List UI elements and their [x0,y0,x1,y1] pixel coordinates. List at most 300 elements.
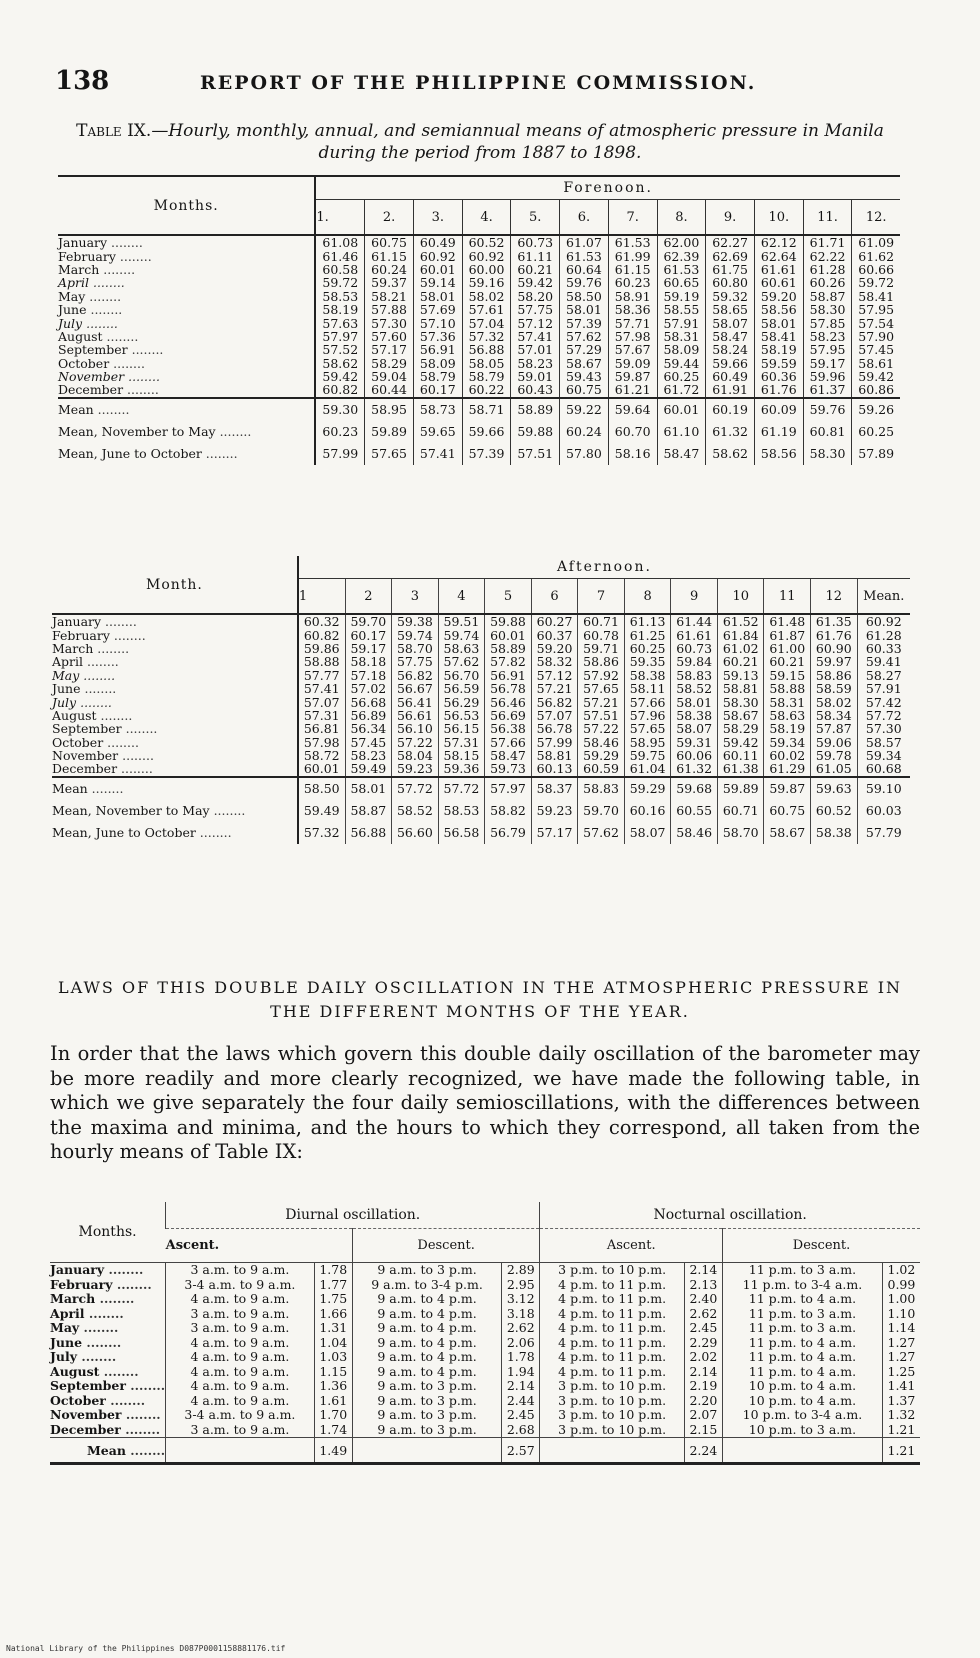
cell-value: 58.55 [657,303,706,316]
cell-value: 59.31 [671,736,718,749]
cell-value: 57.82 [485,655,532,668]
cell-value: 59.74 [438,628,485,641]
cell-value: 59.68 [671,777,718,800]
table-row [52,709,910,722]
cell-value: 58.52 [392,800,439,822]
table-row [58,316,900,329]
cell-value: 58.19 [754,343,803,356]
table-row [52,722,910,735]
cell-value: 58.02 [462,290,511,303]
cell-value [352,1438,501,1464]
cell-value: 59.72 [852,276,900,289]
row-label: March ..... [58,263,315,276]
cell-value: 4 p.m. to 11 p.m. [540,1321,684,1336]
cell-value: 57.87 [811,722,858,735]
hour-header: 8 [624,579,671,615]
cell-value: 57.18 [345,669,392,682]
cell-value: 9 a.m. to 3 p.m. [352,1423,501,1438]
cell-value: 9 a.m. to 3 p.m. [352,1408,501,1423]
table-row [50,1321,920,1336]
cell-value: 3 p.m. to 10 p.m. [540,1423,684,1438]
cell-value: 57.12 [511,316,560,329]
cell-value: 2.19 [684,1379,722,1394]
cell-value: 57.45 [345,736,392,749]
cell-value: 3 p.m. to 10 p.m. [540,1263,684,1278]
hour-header: Mean. [857,579,910,615]
cell-value: 3 p.m. to 10 p.m. [540,1379,684,1394]
cell-value: 58.34 [811,709,858,722]
cell-value: 58.82 [485,800,532,822]
cell-value: 11 p.m. to 3 a.m. [723,1307,883,1322]
cell-value: 62.69 [706,249,755,262]
cell-value: 61.07 [560,235,609,249]
hour-header: 10 [717,579,764,615]
row-label: May ..... [50,1321,166,1336]
cell-value: 59.20 [531,642,578,655]
cell-value: 9 a.m. to 4 p.m. [352,1365,501,1380]
afternoon-table [52,556,910,844]
table-row [58,357,900,370]
cell-value: 3 a.m. to 9 a.m. [166,1423,315,1438]
cell-value: 59.71 [578,642,625,655]
cell-value: 57.65 [624,722,671,735]
cell-value: 59.23 [531,800,578,822]
cell-value: 57.62 [438,655,485,668]
cell-value: 60.78 [578,628,625,641]
cell-value: 58.23 [511,357,560,370]
cell-value: 60.66 [852,263,900,276]
nocturnal-descent-header: Descent. [723,1229,920,1263]
table-row [50,1408,920,1423]
cell-value: 58.04 [392,749,439,762]
cell-value: 2.20 [684,1394,722,1409]
cell-value: 59.96 [803,370,852,383]
cell-value: 58.27 [857,669,910,682]
cell-value: 57.42 [857,695,910,708]
cell-value: 2.15 [684,1423,722,1438]
row-label: August ..... [52,709,298,722]
cell-value: 2.14 [684,1263,722,1278]
cell-value: 58.46 [578,736,625,749]
cell-value: 61.09 [852,235,900,249]
cell-value: 58.81 [717,682,764,695]
cell-value: 60.92 [462,249,511,262]
cell-value: 57.60 [365,330,414,343]
cell-value: 58.20 [511,290,560,303]
cell-value: 57.45 [852,343,900,356]
cell-value: 1.04 [314,1336,352,1351]
cell-value: 58.07 [671,722,718,735]
cell-value: 9 a.m. to 3 p.m. [352,1379,501,1394]
cell-value: 58.63 [764,709,811,722]
cell-value: 61.61 [754,263,803,276]
cell-value: 9 a.m. to 4 p.m. [352,1307,501,1322]
cell-value: 57.54 [852,316,900,329]
cell-value: 2.62 [502,1321,540,1336]
cell-value: 57.21 [578,695,625,708]
cell-value: 4 p.m. to 11 p.m. [540,1307,684,1322]
cell-value: 59.14 [413,276,462,289]
cell-value: 59.17 [345,642,392,655]
row-label: January ..... [50,1263,166,1278]
cell-value: 57.41 [298,682,345,695]
cell-value: 59.59 [754,357,803,370]
cell-value: 61.15 [608,263,657,276]
cell-value: 56.78 [531,722,578,735]
cell-value: 61.28 [803,263,852,276]
cell-value: 58.01 [671,695,718,708]
cell-value: 58.88 [298,655,345,668]
cell-value: 57.07 [531,709,578,722]
cell-value: 60.13 [531,762,578,776]
row-label: September ..... [50,1379,166,1394]
cell-value: 2.40 [684,1292,722,1307]
cell-value: 61.32 [706,421,755,443]
cell-value: 56.67 [392,682,439,695]
row-label: February ..... [50,1278,166,1293]
afternoon-band: Afternoon. [298,556,910,579]
cell-value: 59.29 [578,749,625,762]
page-number: 138 [55,66,110,96]
cell-value: 59.88 [511,421,560,443]
mean-row [50,1438,920,1464]
cell-value: 56.46 [485,695,532,708]
cell-value: 1.32 [882,1408,920,1423]
cell-value: 59.51 [438,614,485,628]
cell-value: 1.70 [314,1408,352,1423]
cell-value: 60.73 [511,235,560,249]
cell-value: 58.29 [365,357,414,370]
cell-value: 1.31 [314,1321,352,1336]
cell-value: 3 a.m. to 9 a.m. [166,1263,315,1278]
cell-value: 58.83 [671,669,718,682]
cell-value: 57.77 [298,669,345,682]
row-label: November ..... [58,370,315,383]
months-header: Months. [50,1202,166,1263]
cell-value: 61.71 [803,235,852,249]
cell-value: 57.29 [560,343,609,356]
row-label: June ..... [52,682,298,695]
cell-value: 58.89 [485,642,532,655]
section-title: LAWS OF THIS DOUBLE DAILY OSCILLATION IN THE ATMOSPHERIC PRESSURE IN THE DIFFERENT MONTHS OF THE YEAR. [57,978,903,1021]
cell-value: 58.56 [754,443,803,465]
row-label: April ..... [58,276,315,289]
cell-value: 4 p.m. to 11 p.m. [540,1365,684,1380]
cell-value: 58.01 [345,777,392,800]
cell-value: 2.29 [684,1336,722,1351]
cell-value: 60.49 [706,370,755,383]
cell-value: 60.43 [511,383,560,397]
cell-value: 58.95 [624,736,671,749]
cell-value: 61.38 [717,762,764,776]
cell-value: 58.73 [413,398,462,421]
running-title: REPORT OF THE PHILIPPINE COMMISSION. [200,72,757,94]
cell-value: 60.33 [857,642,910,655]
cell-value: 57.89 [852,443,900,465]
cell-value: 60.25 [657,370,706,383]
cell-value: 60.17 [413,383,462,397]
cell-value: 57.91 [857,682,910,695]
cell-value: 56.89 [345,709,392,722]
cell-value: 1.74 [314,1423,352,1438]
cell-value: 56.58 [438,822,485,844]
hour-header: 6 [531,579,578,615]
cell-value: 9 a.m. to 4 p.m. [352,1336,501,1351]
hour-header: 6. [560,200,609,236]
summary-row [58,398,900,421]
table-row [58,383,900,397]
cell-value: 61.52 [717,614,764,628]
cell-value: 58.91 [608,290,657,303]
cell-value: 58.01 [413,290,462,303]
row-label: Mean ..... [52,777,298,800]
cell-value: 4 a.m. to 9 a.m. [166,1292,315,1307]
row-label: Mean, November to May ..... [52,800,298,822]
cell-value: 57.91 [657,316,706,329]
cell-value: 11 p.m. to 4 a.m. [723,1365,883,1380]
cell-value: 57.65 [365,443,414,465]
cell-value: 56.61 [392,709,439,722]
cell-value: 57.39 [462,443,511,465]
cell-value: 60.06 [671,749,718,762]
cell-value: 60.58 [315,263,364,276]
cell-value: 61.32 [671,762,718,776]
summary-row [52,777,910,800]
cell-value: 59.38 [392,614,439,628]
forenoon-table [58,177,900,465]
table-row [52,614,910,628]
cell-value: 59.70 [345,614,392,628]
cell-value: 59.76 [803,398,852,421]
cell-value: 58.01 [560,303,609,316]
summary-row [58,443,900,465]
hour-header: 1. [315,200,364,236]
cell-value: 58.86 [578,655,625,668]
cell-value: 56.70 [438,669,485,682]
cell-value: 57.32 [462,330,511,343]
cell-value: 9 a.m. to 4 p.m. [352,1321,501,1336]
cell-value: 56.60 [392,822,439,844]
cell-value [166,1438,315,1464]
cell-value: 58.67 [717,709,764,722]
cell-value: 10 p.m. to 4 a.m. [723,1379,883,1394]
cell-value: 59.66 [706,357,755,370]
cell-value: 2.13 [684,1278,722,1293]
cell-value: 60.37 [531,628,578,641]
cell-value: 60.01 [485,628,532,641]
cell-value: 58.38 [671,709,718,722]
cell-value: 58.83 [578,777,625,800]
cell-value: 57.69 [413,303,462,316]
hour-header: 9 [671,579,718,615]
cell-value: 62.27 [706,235,755,249]
table-row [58,370,900,383]
months-header: Months. [58,177,315,235]
hour-header: 8. [657,200,706,236]
cell-value: 58.47 [706,330,755,343]
table-row [58,263,900,276]
cell-value: 58.23 [345,749,392,762]
cell-value: 58.15 [438,749,485,762]
hour-header: 9. [706,200,755,236]
cell-value: 57.92 [578,669,625,682]
cell-value: 56.78 [485,682,532,695]
row-label: September ..... [58,343,315,356]
cell-value: 57.72 [857,709,910,722]
table-row [50,1423,920,1438]
cell-value: 60.27 [531,614,578,628]
cell-value: 57.85 [803,316,852,329]
cell-value: 4 p.m. to 11 p.m. [540,1336,684,1351]
cell-value: 59.22 [560,398,609,421]
cell-value: 60.75 [560,383,609,397]
cell-value: 57.71 [608,316,657,329]
hour-header: 2. [365,200,414,236]
cell-value: 58.61 [852,357,900,370]
cell-value: 61.29 [764,762,811,776]
cell-value: 11 p.m. to 3 a.m. [723,1321,883,1336]
cell-value: 60.01 [413,263,462,276]
cell-value: 58.30 [717,695,764,708]
hour-header: 12. [852,200,900,236]
cell-value: 59.88 [485,614,532,628]
cell-value: 59.19 [657,290,706,303]
cell-value: 1.37 [882,1394,920,1409]
cell-value: 58.30 [803,443,852,465]
cell-value: 57.99 [531,736,578,749]
row-label: October ..... [58,357,315,370]
cell-value: 59.20 [754,290,803,303]
cell-value: 60.61 [754,276,803,289]
cell-value [540,1438,684,1464]
cell-value: 58.89 [511,398,560,421]
cell-value: 57.51 [578,709,625,722]
cell-value: 59.63 [811,777,858,800]
cell-value: 56.81 [298,722,345,735]
cell-value: 1.25 [882,1365,920,1380]
cell-value: 59.73 [485,762,532,776]
cell-value: 57.88 [365,303,414,316]
cell-value: 59.13 [717,669,764,682]
cell-value: 60.21 [764,655,811,668]
cell-value: 60.71 [578,614,625,628]
forenoon-band: Forenoon. [315,177,900,200]
summary-row [58,421,900,443]
cell-value: 58.09 [413,357,462,370]
cell-value: 3-4 a.m. to 9 a.m. [166,1278,315,1293]
cell-value: 58.56 [754,303,803,316]
cell-value: 60.25 [624,642,671,655]
diurnal-header: Diurnal oscillation. [166,1202,540,1229]
cell-value: 60.22 [462,383,511,397]
cell-value: 61.91 [706,383,755,397]
cell-value: 61.48 [764,614,811,628]
cell-value: 3 p.m. to 10 p.m. [540,1408,684,1423]
cell-value: 57.66 [624,695,671,708]
cell-value: 59.42 [852,370,900,383]
cell-value: 60.49 [413,235,462,249]
cell-value: 60.70 [608,421,657,443]
cell-value: 57.31 [298,709,345,722]
cell-value: 58.63 [438,642,485,655]
cell-value: 62.64 [754,249,803,262]
cell-value: 57.98 [608,330,657,343]
hour-header: 7. [608,200,657,236]
row-label: December ..... [50,1423,166,1438]
cell-value: 9 a.m. to 3-4 p.m. [352,1278,501,1293]
cell-value: 1.94 [502,1365,540,1380]
cell-value: 60.52 [462,235,511,249]
cell-value: 58.87 [345,800,392,822]
cell-value: 57.98 [298,736,345,749]
cell-value: 57.52 [315,343,364,356]
cell-value: 2.02 [684,1350,722,1365]
cell-value: 60.44 [365,383,414,397]
cell-value: 58.71 [462,398,511,421]
cell-value: 59.76 [560,276,609,289]
cell-value: 61.84 [717,628,764,641]
cell-value: 56.38 [485,722,532,735]
cell-value: 57.80 [560,443,609,465]
cell-value: 4 p.m. to 11 p.m. [540,1350,684,1365]
row-label: March ..... [52,642,298,655]
cell-value: 59.23 [392,762,439,776]
cell-value: 60.82 [315,383,364,397]
cell-value: 56.34 [345,722,392,735]
cell-value: 61.15 [365,249,414,262]
row-label: August ..... [58,330,315,343]
table-row [50,1307,920,1322]
cell-value: 61.02 [717,642,764,655]
cell-value: 57.97 [485,777,532,800]
table-row [58,290,900,303]
cell-value: 57.30 [857,722,910,735]
cell-value: 59.30 [315,398,364,421]
cell-value: 3 a.m. to 9 a.m. [166,1307,315,1322]
cell-value: 61.75 [706,263,755,276]
cell-value: 62.12 [754,235,803,249]
cell-value: 60.92 [413,249,462,262]
cell-value: 58.19 [315,303,364,316]
cell-value: 60.81 [803,421,852,443]
cell-value: 58.86 [811,669,858,682]
cell-value: 3 a.m. to 9 a.m. [166,1321,315,1336]
cell-value: 2.89 [502,1263,540,1278]
cell-value: 60.71 [717,800,764,822]
cell-value: 2.44 [502,1394,540,1409]
cell-value: 58.47 [485,749,532,762]
diurnal-descent-header: Descent. [352,1229,540,1263]
cell-value: 58.67 [560,357,609,370]
cell-value: 58.79 [413,370,462,383]
cell-value: 58.62 [315,357,364,370]
cell-value: 58.72 [298,749,345,762]
cell-value: 59.42 [511,276,560,289]
cell-value: 59.01 [511,370,560,383]
hour-header: 12 [811,579,858,615]
cell-value: 56.59 [438,682,485,695]
cell-value: 59.42 [717,736,764,749]
cell-value: 60.02 [764,749,811,762]
cell-value: 1.15 [314,1365,352,1380]
cell-value: 11 p.m. to 3-4 a.m. [723,1278,883,1293]
cell-value: 56.69 [485,709,532,722]
cell-value: 57.02 [345,682,392,695]
cell-value: 59.29 [624,777,671,800]
cell-value: 58.05 [462,357,511,370]
cell-value: 60.09 [754,398,803,421]
hour-header: 10. [754,200,803,236]
